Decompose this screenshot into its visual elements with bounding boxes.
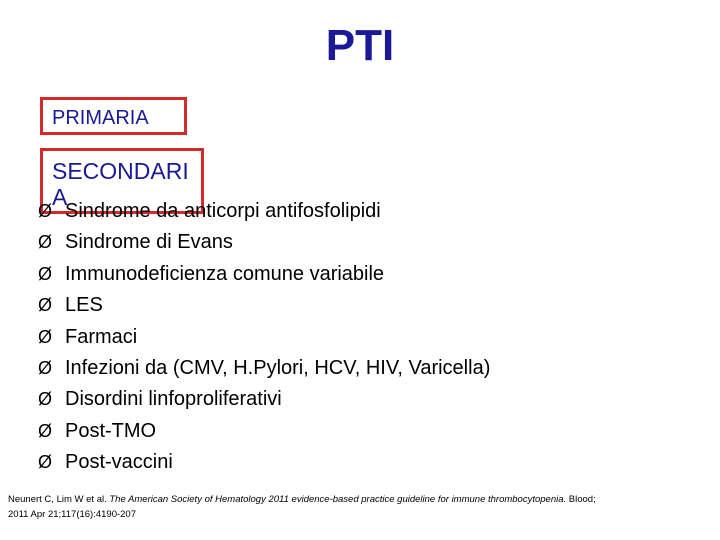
list-item: Ø Sindrome di Evans — [38, 227, 490, 258]
arrow-bullet-icon: Ø — [38, 420, 53, 441]
arrow-bullet-icon: Ø — [38, 326, 53, 347]
arrow-bullet-icon: Ø — [38, 232, 53, 253]
secondaria-label: SECONDARIA — [52, 158, 189, 210]
list-item: Ø Immunodeficienza comune variabile — [38, 259, 490, 290]
arrow-bullet-icon: Ø — [38, 263, 53, 284]
list-item: Ø Post-TMO — [38, 416, 490, 447]
list-item: Ø Infezioni da (CMV, H.Pylori, HCV, HIV, Varicella) — [38, 353, 490, 384]
arrow-bullet-icon: Ø — [38, 389, 53, 410]
arrow-bullet-icon: Ø — [38, 357, 53, 378]
citation-authors: Neunert C, Lim W et al. — [8, 494, 107, 505]
list-item: Ø Post-vaccini — [38, 447, 490, 478]
slide-title: PTI — [325, 21, 395, 70]
list-item: Ø LES — [38, 290, 490, 321]
primaria-label: PRIMARIA — [52, 107, 149, 129]
citation-details: 2011 Apr 21;117(16):4190-207 — [8, 509, 136, 520]
list-item: Ø Disordini linfoproliferativi — [38, 384, 490, 415]
citation-title: The American Society of Hematology 2011 evidence-based practice guideline for immune thrombocytopenia. — [109, 494, 567, 505]
arrow-bullet-icon: Ø — [38, 201, 53, 221]
citation-journal: Blood; — [568, 494, 596, 505]
cause-list — [38, 196, 490, 479]
list-item: Ø Farmaci — [38, 322, 490, 353]
arrow-bullet-icon: Ø — [38, 295, 53, 316]
arrow-bullet-icon: Ø — [38, 452, 53, 473]
citation — [8, 492, 714, 522]
list-item: Ø Sindrome da anticorpi antifosfolipidi — [38, 196, 490, 227]
